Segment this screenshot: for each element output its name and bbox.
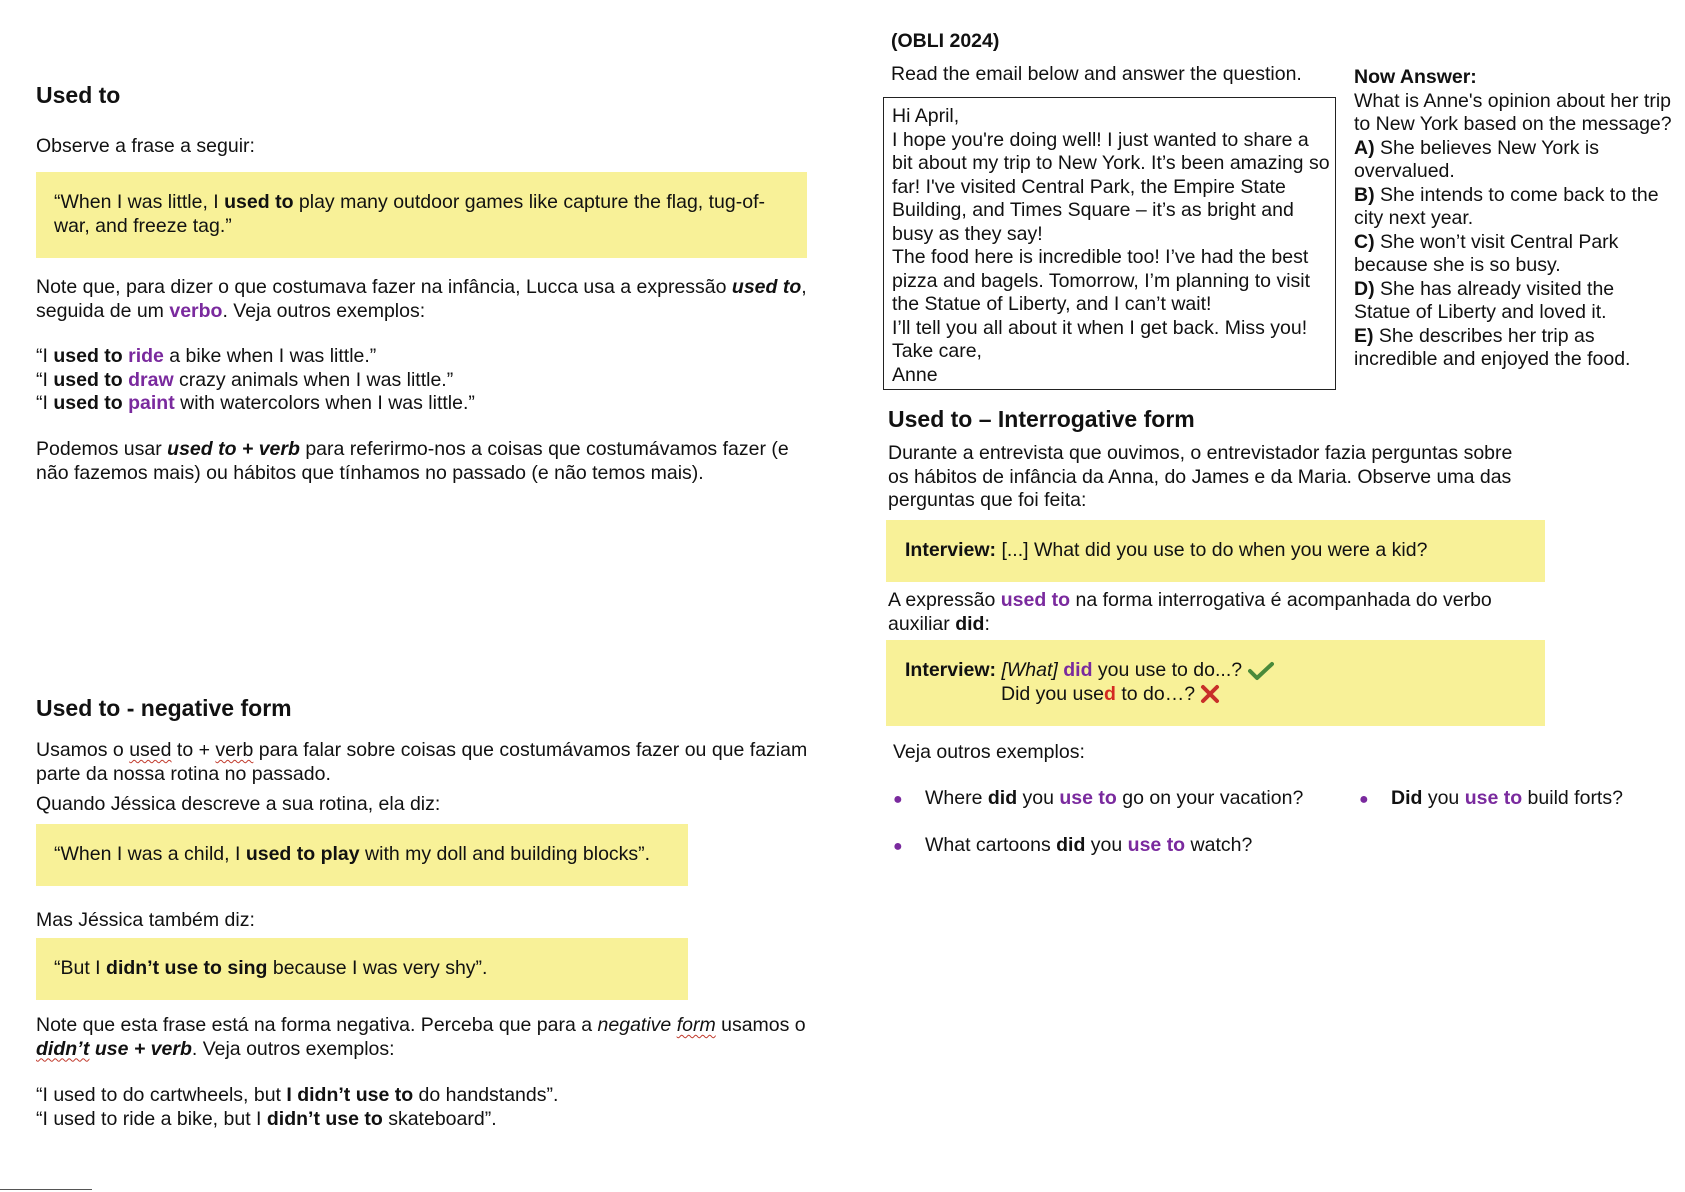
- example-line: “I used to ride a bike when I was little.”: [36, 345, 377, 367]
- interrogative-example: ● Where did you use to go on your vacation?: [893, 787, 1303, 812]
- negative-quote-box-2: “But I didn’t use to sing because I was very shy”.: [36, 938, 688, 1000]
- quote-highlight: used to: [224, 191, 294, 213]
- cross-icon: [1200, 684, 1220, 704]
- email-line: far! I've visited Central Park, the Empire State: [892, 175, 1286, 198]
- intro-text: Observe a frase a seguir:: [36, 135, 255, 157]
- email-line: Building, and Times Square – it’s as bright and: [892, 199, 1294, 221]
- section-title-negative: Used to - negative form: [36, 695, 292, 721]
- examples-list: [36, 345, 816, 416]
- answer-option-b[interactable]: B) She intends to come back to the city next year.: [1354, 183, 1659, 229]
- email-line: I hope you're doing well! I just wanted to share a: [892, 128, 1309, 151]
- negative-middle: Mas Jéssica também diz:: [36, 909, 255, 931]
- bullet-icon: ●: [893, 791, 903, 808]
- answer-option-c[interactable]: C) She won’t visit Central Park because she is so busy.: [1354, 230, 1619, 276]
- interview-box-2: Interview: [What] did you use to do...? Did you used to do…?: [886, 640, 1545, 726]
- bullet-icon: ●: [893, 838, 903, 855]
- negative-intro-2: Quando Jéssica descreve a sua rotina, ela diz:: [36, 793, 441, 815]
- interrogative-explanation: A expressão used to na forma interrogativa é acompanhada do verbo auxiliar did:: [888, 589, 1492, 635]
- exam-label: (OBLI 2024): [891, 30, 1000, 52]
- more-examples-label: Veja outros exemplos:: [893, 741, 1085, 763]
- example-line: “I used to do cartwheels, but I didn’t use to do handstands”.: [36, 1084, 559, 1106]
- answer-option-d[interactable]: D) She has already visited the Statue of Liberty and loved it.: [1354, 277, 1615, 323]
- email-line: Hi April,: [892, 105, 960, 127]
- email-line: pizza and bagels. Tomorrow, I’m planning to visit: [892, 269, 1311, 292]
- negative-quote-box-1: “When I was a child, I used to play with my doll and building blocks”.: [36, 824, 688, 886]
- question-text: What is Anne's opinion about her trip to New York based on the message?: [1354, 89, 1672, 135]
- quote-text-end: play many outdoor games like capture the flag, tug-of-war, and freeze tag.”: [54, 191, 765, 237]
- answer-option-a[interactable]: A) She believes New York is overvalued.: [1354, 136, 1599, 182]
- interview-box-1: Interview: [...] What did you use to do when you were a kid?: [886, 520, 1545, 582]
- email-line: busy as they say!: [892, 222, 1043, 245]
- section-title-used-to: Used to: [36, 82, 121, 108]
- example-line: “I used to draw crazy animals when I was little.”: [36, 368, 454, 391]
- interrogative-example: ● Did you use to build forts?: [1359, 787, 1623, 812]
- email-line: Take care,: [892, 340, 982, 362]
- answer-option-e[interactable]: E) She describes her trip as incredible and enjoyed the food.: [1354, 324, 1631, 370]
- example-line: “I used to paint with watercolors when I was little.”: [36, 392, 475, 414]
- email-line: the Statue of Liberty, and I can’t wait!: [892, 293, 1212, 315]
- answer-title: Now Answer:: [1354, 66, 1477, 88]
- negative-intro: Usamos o used to + verb para falar sobre coisas que costumávamos fazer ou que faziam parte da nossa rotina no passado.: [36, 739, 808, 785]
- negative-examples: [36, 1084, 558, 1131]
- example-quote-box: [36, 172, 807, 258]
- check-icon: [1248, 661, 1274, 681]
- bullet-icon: ●: [1359, 791, 1369, 808]
- explanation-paragraph: Note que, para dizer o que costumava fazer na infância, Lucca usa a expressão used to, seguida de um verbo. Veja outros exemplos:: [36, 276, 807, 322]
- summary-paragraph: Podemos usar used to + verb para referirmo-nos a coisas que costumávamos fazer (e não fazemos mais) ou hábitos que tínhamos no passado (e não temos mais).: [36, 438, 789, 484]
- email-line: Anne: [892, 363, 938, 386]
- example-line: “I used to ride a bike, but I didn’t use to skateboard”.: [36, 1107, 497, 1130]
- email-instruction: Read the email below and answer the question.: [891, 63, 1302, 85]
- interrogative-example: ● What cartoons did you use to watch?: [893, 834, 1252, 859]
- interrogative-intro: Durante a entrevista que ouvimos, o entrevistador fazia perguntas sobre os hábitos de infância da Anna, do James e da Maria. Observe uma das perguntas que foi feita:: [888, 442, 1513, 511]
- quote-text: “When I was little, I: [54, 191, 225, 213]
- email-line: bit about my trip to New York. It’s been amazing so: [892, 152, 1330, 174]
- negative-note: Note que esta frase está na forma negativa. Perceba que para a negative form usamos o didn’t use + verb. Veja outros exemplos:: [36, 1014, 806, 1060]
- email-line: The food here is incredible too! I’ve had the best: [892, 246, 1309, 268]
- section-title-interrogative: Used to – Interrogative form: [888, 406, 1195, 432]
- question-block: [1354, 66, 1672, 372]
- footer-rule: [0, 1189, 92, 1190]
- email-line: I’ll tell you all about it when I get back. Miss you!: [892, 316, 1308, 339]
- email-box: [883, 97, 1336, 390]
